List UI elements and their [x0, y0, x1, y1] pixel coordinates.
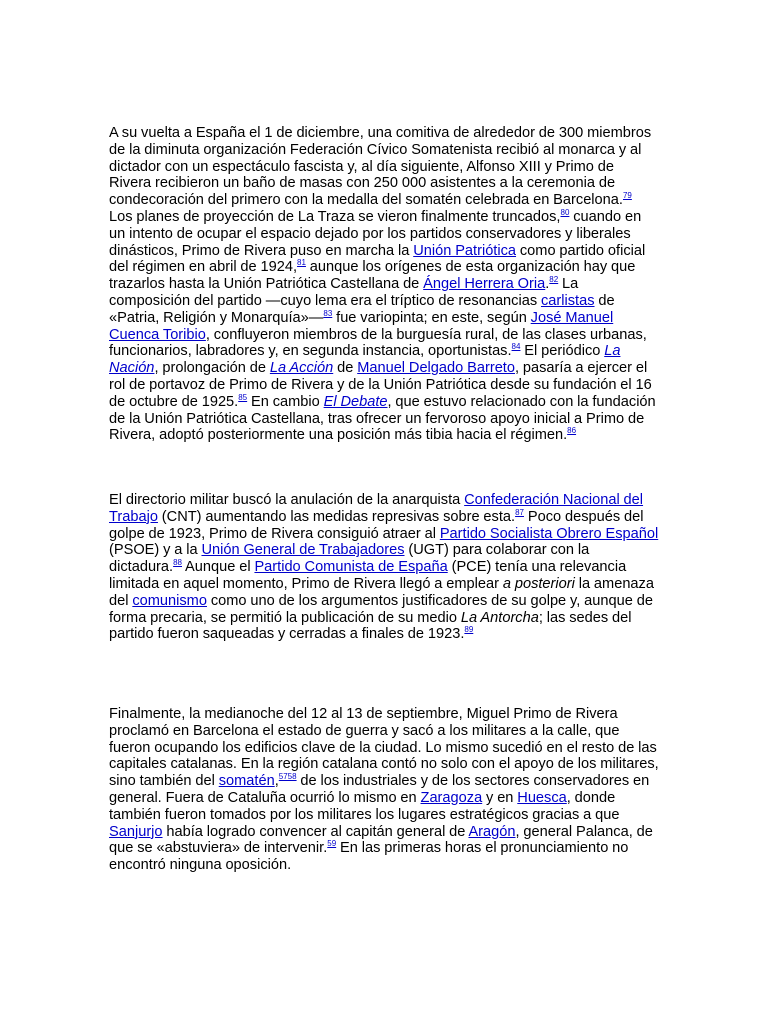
text-run: Aunque el — [182, 559, 255, 576]
link-partido-socialista-obrero-espanol[interactable]: Partido Socialista Obrero Español — [439, 525, 659, 542]
link-union-patriotica[interactable]: Unión Patriótica — [413, 242, 517, 259]
footnote-ref — [297, 258, 306, 267]
text-run: ; las sedes del partido fueron saqueadas y cerradas a finales de 1923. — [109, 609, 632, 643]
text-run: , confluyeron miembros de la burguesía rural, de las clases urbanas, funcionarios, labradores y, en segunda instancia, oportunistas. — [109, 326, 647, 360]
text-run: A su vuelta a España el 1 de diciembre, una comitiva de alrededor de 300 miembros de la diminuta organización Federación Cívico Somatenista recibió al monarca y al dictador con un espectáculo fascista y, al día siguiente, Alfonso XIII y Primo de Rivera recibieron un baño de masas con 250 000 asistentes a la ceremonia de condecoración del primero con la medalla del somatén celebrada en Barcelona. — [109, 125, 652, 209]
footnote-ref — [549, 275, 558, 284]
footnote-link-85[interactable]: 85 — [238, 392, 248, 402]
footnote-ref — [464, 625, 473, 634]
link-huesca[interactable]: Huesca — [517, 789, 567, 806]
footnote-link-86[interactable]: 86 — [567, 426, 577, 436]
footnote-ref — [515, 508, 524, 517]
footnote-link-84[interactable]: 84 — [511, 342, 521, 352]
text-run: como uno de los argumentos justificadores de su golpe y, aunque de forma precaria, se permitió la publicación de su medio — [109, 592, 653, 626]
link-comunismo[interactable]: comunismo — [132, 592, 207, 609]
text-run: , donde también fueron tomados por los militares los lugares estratégicos gracias a que — [109, 789, 620, 823]
text-run: había logrado convencer al capitán general de — [162, 823, 469, 840]
footnote-link-87[interactable]: 87 — [515, 507, 524, 517]
text-run: , que estuvo relacionado con la fundación de la Unión Patriótica Castellana, tras ofrecer un fervoroso apoyo inicial a Primo de Rivera, adoptó posteriormente una posición más tibia hacia el régimen. — [109, 393, 656, 444]
paragraph-directorio-militar — [109, 492, 659, 643]
footnote-link-59[interactable]: 59 — [327, 839, 337, 849]
footnote-ref — [238, 393, 247, 402]
text-run: Finalmente, la medianoche del 12 al 13 de septiembre, Miguel Primo de Rivera proclamó en Barcelona el estado de guerra y sacó a los militares a la calle, que fueron ocupando los edificios clave de la ciudad. Lo mismo sucedió en el resto de las capitales catalanas. En la región catalana contó no solo con el apoyo de los militares, sino también del — [109, 706, 659, 790]
paragraph-pronunciamiento — [109, 706, 659, 874]
text-run: La composición del partido —cuyo lema era el tríptico de resonancias — [109, 276, 579, 309]
link-carlistas[interactable]: carlistas — [540, 292, 595, 309]
text-run: (UGT) para colaborar con la dictadura. — [109, 542, 590, 576]
text-run: El periódico — [520, 343, 605, 360]
footnote-ref — [323, 309, 332, 318]
text-run: , general Palanca, de que se «abstuviera» de intervenir. — [109, 823, 653, 857]
text-run: En las primeras horas el pronunciamiento no encontró ninguna oposición. — [109, 840, 629, 874]
footnote-ref — [327, 839, 336, 848]
link-sanjurjo[interactable]: Sanjurjo — [109, 823, 163, 840]
text-run: de «Patria, Religión y Monarquía»— — [109, 292, 615, 326]
footnote-link-89[interactable]: 89 — [464, 625, 474, 635]
text-run: , — [274, 773, 279, 790]
link-angel-herrera-oria[interactable]: Ángel Herrera Oria — [423, 276, 546, 293]
text-run: El directorio militar buscó la anulación de la anarquista — [109, 492, 465, 508]
text-run: En cambio — [247, 393, 324, 410]
text-run: (CNT) aumentando las medidas represivas sobre esta. — [157, 508, 516, 525]
text-run: , pasaría a ejercer el rol de portavoz de Primo de Rivera y de la Unión Patriótica desde su fundación el 16 de octubre de 1925. — [109, 360, 652, 410]
text-run: aunque los orígenes de esta organización hay que trazarlos hasta la Unión Patriótica Castellana de — [109, 259, 636, 293]
text-run: . — [545, 276, 550, 293]
italic-text: La Antorcha — [460, 609, 539, 626]
paragraph-union-patriotica — [109, 125, 659, 444]
text-run: la amenaza del — [109, 575, 654, 609]
footnote-link-82[interactable]: 82 — [549, 275, 559, 285]
footnote-link-79[interactable]: 79 — [622, 191, 632, 201]
text-run: fue variopinta; en este, según — [332, 309, 531, 326]
link-confederacion-nacional-del-trabajo[interactable]: Confederación Nacional del Trabajo — [109, 492, 644, 525]
text-run: (PCE) tenía una relevancia limitada en aquel momento, Primo de Rivera llegó a emplear — [109, 559, 627, 592]
footnote-ref — [623, 191, 632, 200]
footnote-ref — [173, 558, 182, 567]
link-la-nacion[interactable]: La Nación — [109, 343, 621, 377]
footnote-link-5758[interactable]: 5758 — [278, 772, 297, 782]
text-run: como partido oficial del régimen en abril de 1924, — [109, 242, 646, 276]
link-somaten[interactable]: somatén — [218, 773, 275, 790]
footnote-link-80[interactable]: 80 — [560, 207, 570, 217]
text-run: Poco después del golpe de 1923, Primo de Rivera consiguió atraer al — [109, 508, 644, 542]
footnote-ref — [279, 772, 297, 781]
link-zaragoza[interactable]: Zaragoza — [420, 789, 483, 806]
link-el-debate[interactable]: El Debate — [323, 393, 388, 410]
footnote-link-81[interactable]: 81 — [297, 258, 306, 268]
text-run: , prolongación de — [154, 360, 270, 377]
footnote-ref — [567, 426, 576, 435]
link-aragon[interactable]: Aragón — [468, 823, 516, 840]
footnote-link-83[interactable]: 83 — [323, 308, 333, 318]
text-run: cuando en un intento de ocupar el espacio dejado por los partidos conservadores y liberales dinásticos, Primo de Rivera puso en marcha la — [109, 208, 642, 259]
link-jose-manuel-cuenca-toribio[interactable]: José Manuel Cuenca Toribio — [109, 309, 614, 343]
italic-text: a posteriori — [502, 575, 575, 592]
link-la-accion[interactable]: La Acción — [269, 360, 334, 377]
text-run: Los planes de proyección de La Traza se vieron finalmente truncados, — [109, 208, 561, 225]
link-partido-comunista-de-espana[interactable]: Partido Comunista de España — [254, 559, 448, 576]
text-run: y en — [482, 789, 518, 806]
text-run: (PSOE) y a la — [109, 542, 202, 559]
footnote-link-88[interactable]: 88 — [173, 558, 182, 568]
link-manuel-delgado-barreto[interactable]: Manuel Delgado Barreto — [357, 360, 515, 377]
link-union-general-de-trabajadores[interactable]: Unión General de Trabajadores — [201, 542, 405, 559]
text-run: de — [333, 360, 358, 377]
text-run: de los industriales y de los sectores conservadores en general. Fuera de Cataluña ocurrió lo mismo en — [109, 773, 650, 806]
